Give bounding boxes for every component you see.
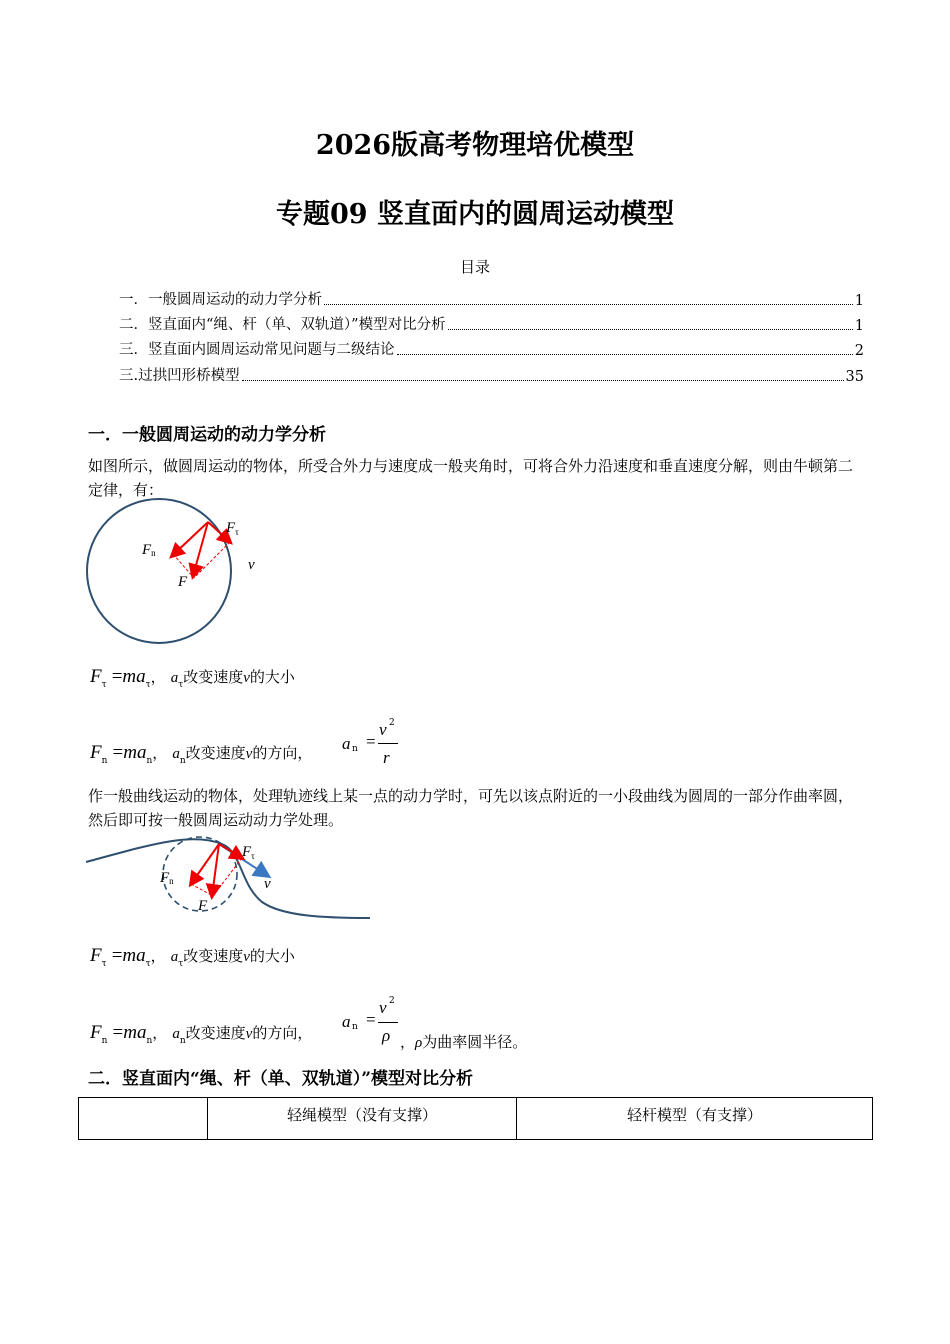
section1-paragraph2: 作一般曲线运动的物体，处理轨迹线上某一点的动力学时，可先以该点附近的一小段曲线为圆周的一部分作曲率圆，然后即可按一般圆周运动动力学处理。 bbox=[88, 787, 854, 829]
table-header-rope: 轻绳模型（没有支撑） bbox=[208, 1098, 517, 1140]
svg-text:Fτ: $F_\tau$ bbox=[242, 844, 255, 861]
formula-an-v2-rho: a n = v 2 ρ bbox=[342, 995, 412, 1049]
toc-item[interactable]: 三．竖直面内圆周运动常见问题与二级结论 2 bbox=[119, 342, 864, 359]
document-title: 2026版高考物理培优模型 bbox=[315, 130, 635, 161]
section2-heading: 二．竖直面内“绳、杆（单、双轨道）”模型对比分析 bbox=[88, 1069, 474, 1089]
equation-tangential: $F_\tau =ma_\tau$， $a_\tau$改变速度v的大小 bbox=[90, 666, 295, 690]
equation-normal-2: $F_n =ma_n$， $a_n$改变速度v的方向， bbox=[90, 1022, 313, 1046]
toc-item[interactable]: 三.过拱凹形桥模型 35 bbox=[119, 368, 864, 385]
curvature-force-diagram bbox=[82, 834, 382, 926]
circular-path bbox=[87, 499, 231, 643]
toc-item[interactable]: 一．一般圆周运动的动力学分析 1 bbox=[119, 292, 864, 309]
svg-text:v: v bbox=[264, 876, 271, 892]
svg-text:Fn: Fn bbox=[142, 542, 156, 558]
label-v: v bbox=[248, 557, 255, 573]
svg-text:F: F bbox=[198, 898, 208, 914]
comparison-table bbox=[78, 1097, 873, 1140]
rho-note: ，ρ为曲率圆半径。 bbox=[400, 1033, 528, 1051]
table-header-rod: 轻杆模型（有支撑） bbox=[517, 1098, 873, 1140]
table-header-empty bbox=[79, 1098, 208, 1140]
toc-heading: 目录 bbox=[459, 258, 490, 276]
svg-text:Fτ: $F_\tau$ bbox=[226, 520, 239, 537]
label-ft: F bbox=[226, 520, 236, 536]
table-row bbox=[79, 1098, 873, 1140]
section1-paragraph1: 如图所示，做圆周运动的物体，所受合外力与速度成一般夹角时，可将合外力沿速度和垂直速度分解，则由牛顿第二定律，有： bbox=[88, 457, 854, 499]
document-subtitle: 专题09 竖直面内的圆周运动模型 bbox=[276, 199, 674, 230]
formula-an-v2-r: a n = v 2 r bbox=[342, 718, 412, 770]
section1-heading: 一．一般圆周运动的动力学分析 bbox=[88, 425, 326, 445]
label-f: F bbox=[178, 574, 188, 590]
svg-text:Fn: Fn bbox=[160, 870, 174, 886]
equation-normal: $F_n =ma_n$， $a_n$改变速度v的方向， bbox=[90, 742, 313, 766]
equation-tangential-2: $F_\tau =ma_\tau$， $a_\tau$改变速度v的大小 bbox=[90, 945, 295, 969]
toc-item[interactable]: 二．竖直面内“绳、杆（单、双轨道）”模型对比分析 1 bbox=[119, 317, 864, 334]
label-fn: F bbox=[142, 542, 152, 558]
circle-force-diagram bbox=[80, 498, 280, 648]
